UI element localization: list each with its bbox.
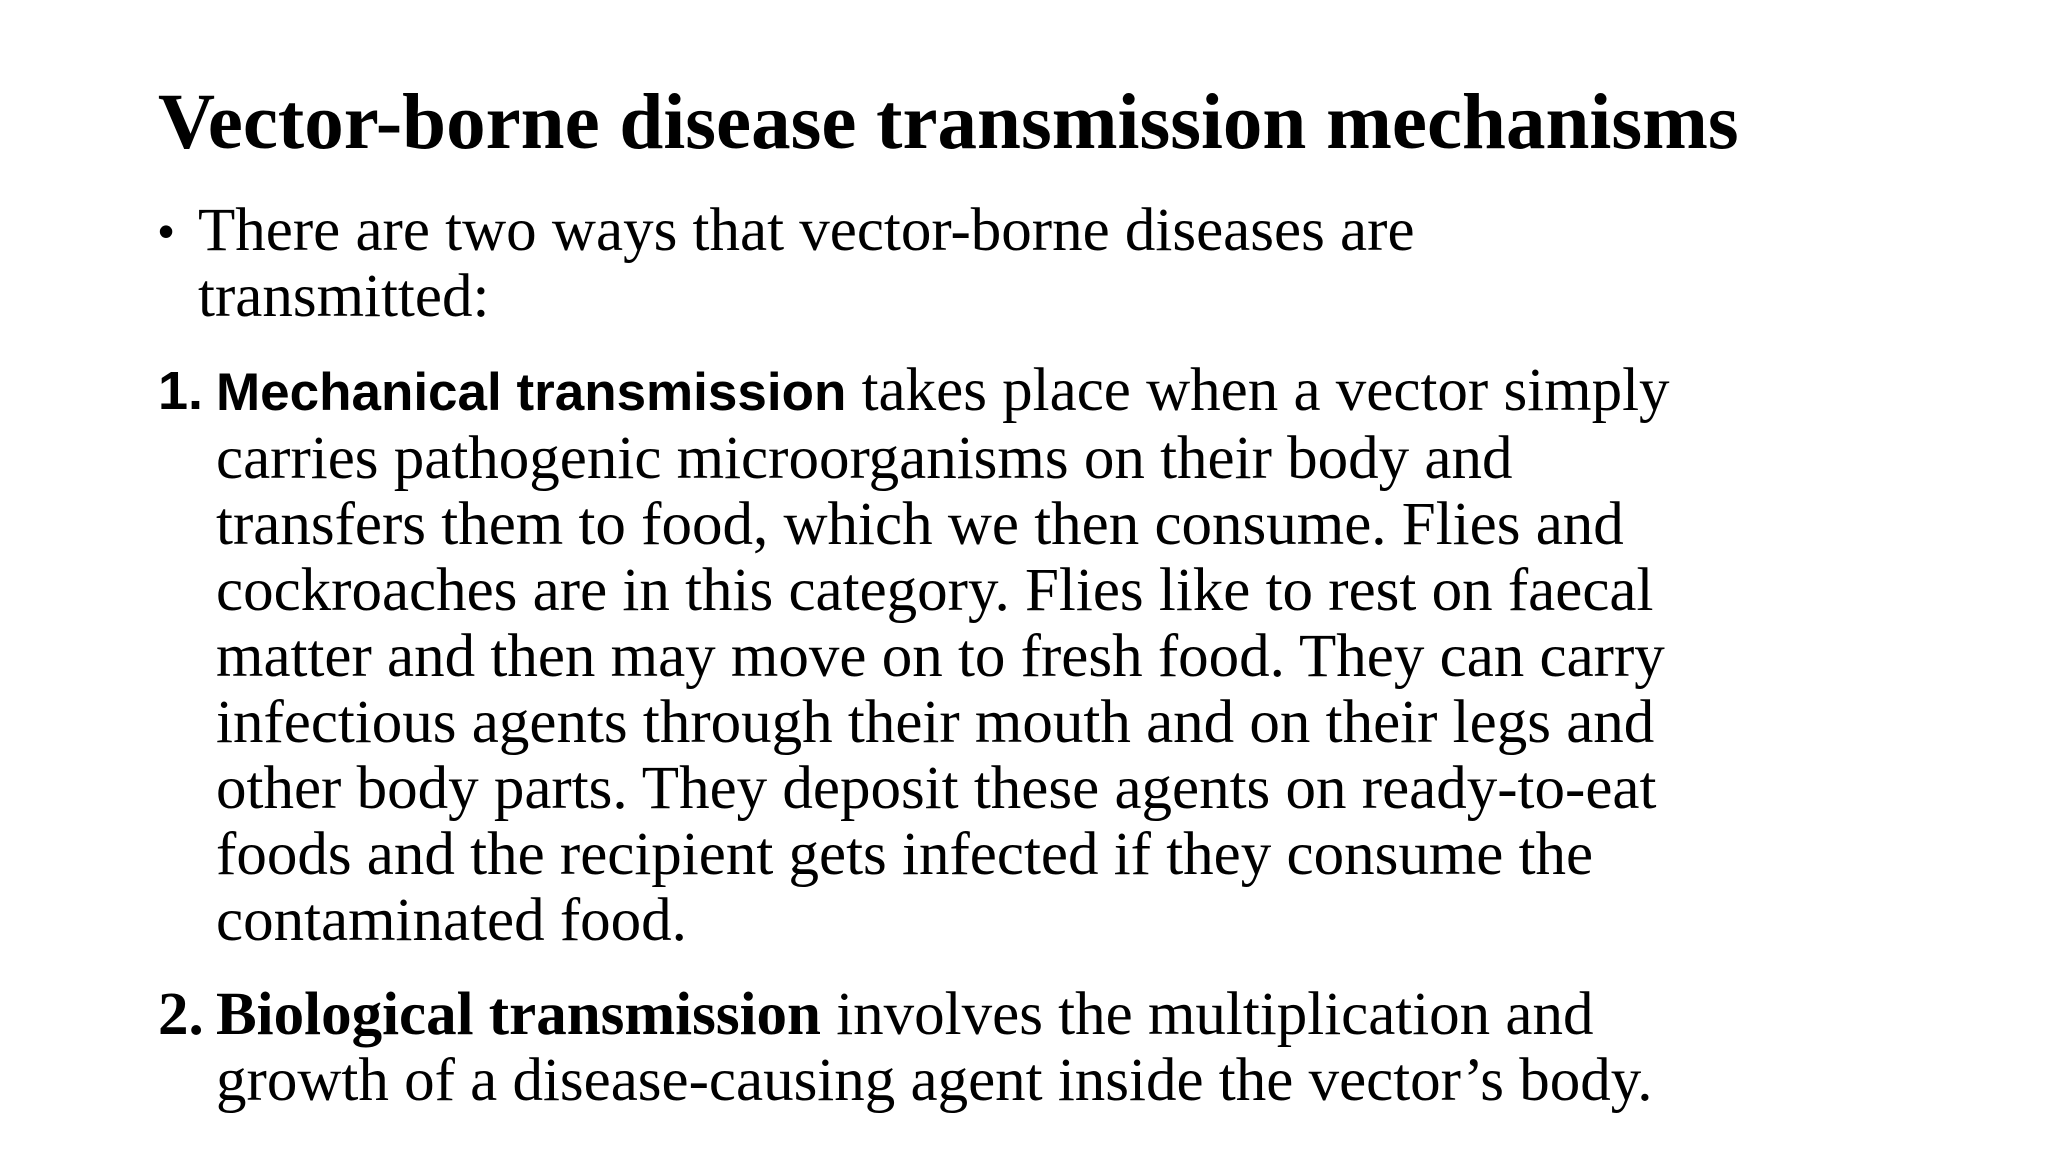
list-number: 1. (158, 361, 204, 421)
slide-content (158, 198, 1918, 1114)
list-item-line: foods and the recipient gets infected if they consume the (216, 821, 1594, 888)
list-number: 2. (158, 981, 204, 1048)
first-line-text: takes place when a vector simply (846, 357, 1670, 424)
slide-title: Vector-borne disease transmission mechanisms (158, 79, 1739, 166)
first-line-text: involves the multiplication and (820, 981, 1594, 1048)
list-item-line: transfers them to food, which we then consume. Flies and (216, 491, 1624, 558)
list-item-mechanical (158, 358, 1918, 954)
list-item-line: carries pathogenic microorganisms on their body and (216, 425, 1513, 492)
list-item-line: cockroaches are in this category. Flies like to rest on faecal (216, 557, 1654, 624)
list-item-biological (158, 982, 1918, 1114)
list-item-line: growth of a disease-causing agent inside the vector’s body. (216, 1047, 1653, 1114)
list-item-line: infectious agents through their mouth and on their legs and (216, 689, 1655, 756)
list-item-first-line (216, 982, 1918, 1048)
list-item-first-line (216, 358, 1918, 426)
list-item-line: other body parts. They deposit these agents on ready-to-eat (216, 755, 1657, 822)
bullet-marker: • (158, 205, 175, 257)
intro-line: transmitted: (198, 263, 490, 330)
term-biological-transmission: Biological transmission (216, 981, 821, 1048)
intro-bullet (158, 198, 1918, 330)
term-mechanical-transmission: Mechanical transmission (216, 363, 847, 422)
intro-line: There are two ways that vector-borne diseases are (198, 197, 1415, 264)
list-item-line: contaminated food. (216, 887, 687, 954)
list-item-line: matter and then may move on to fresh food. They can carry (216, 623, 1665, 690)
